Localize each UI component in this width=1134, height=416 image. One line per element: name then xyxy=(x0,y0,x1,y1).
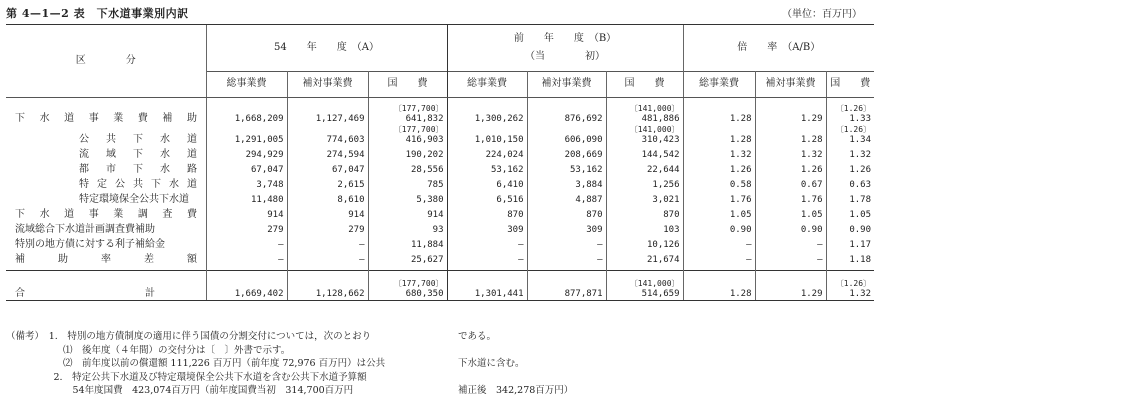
bracket-value: 〔177,700〕 xyxy=(393,279,444,288)
cell-value: 0.90 xyxy=(849,225,872,235)
cell-value: 3,748 xyxy=(256,180,284,190)
cell-r-total xyxy=(683,125,755,146)
data-table xyxy=(6,24,874,301)
cell-value: 4,887 xyxy=(575,195,603,205)
bracket-value: 〔1.26〕 xyxy=(835,125,872,134)
cell-value: 1.29 xyxy=(800,289,823,299)
cell-a-total xyxy=(206,271,287,301)
row-label xyxy=(6,191,206,206)
bracket-value: 〔141,000〕 xyxy=(629,125,680,134)
cell-r-koku xyxy=(826,176,874,191)
cell-value: — xyxy=(518,255,524,265)
cell-value: — xyxy=(278,240,284,250)
cell-b-total xyxy=(447,221,527,236)
cell-value: — xyxy=(746,240,752,250)
cell-b-hojo xyxy=(527,251,606,266)
cell-value: 294,929 xyxy=(245,150,284,160)
cell-value: 914 xyxy=(427,210,444,220)
row-label xyxy=(6,125,206,146)
cell-value: 785 xyxy=(427,180,444,190)
cell-r-koku xyxy=(826,221,874,236)
cell-r-total xyxy=(683,236,755,251)
cell-value: 6,516 xyxy=(496,195,524,205)
cell-value: 28,556 xyxy=(411,165,444,175)
note-left: 2. 特定公共下水道及び特定環境保全公共下水道を含む公共下水道予算額 xyxy=(6,371,367,383)
cell-value: 274,594 xyxy=(326,150,365,160)
note-left: （備考） 1. 特別の地方債制度の適用に伴う国債の分割交付については，次のとおり xyxy=(6,331,372,342)
cell-r-hojo xyxy=(755,98,826,126)
cell-value: 6,410 xyxy=(496,180,524,190)
cell-value: 870 xyxy=(586,210,603,220)
cell-value: 22,644 xyxy=(647,165,680,175)
cell-value: 144,542 xyxy=(641,150,680,160)
cell-b-hojo xyxy=(527,125,606,146)
cell-value: 1,301,441 xyxy=(474,289,524,299)
table-row xyxy=(6,206,874,221)
row-label xyxy=(6,206,206,221)
cell-value: 1.26 xyxy=(849,165,872,175)
cell-value: 5,380 xyxy=(416,195,444,205)
cell-value: 190,202 xyxy=(405,150,444,160)
col-c-total: 総事業費 xyxy=(683,71,755,98)
cell-b-total xyxy=(447,206,527,221)
cell-value: — xyxy=(597,255,603,265)
cell-value: — xyxy=(359,240,365,250)
note-left: ⑵ 前年度以前の償還額 111,226 百万円（前年度 72,976 百万円）は公共 xyxy=(6,358,386,369)
cell-value: 11,480 xyxy=(250,195,284,205)
cell-a-hojo xyxy=(287,146,368,161)
cell-value: 1.05 xyxy=(800,210,823,220)
cell-a-total xyxy=(206,176,287,191)
cell-value: 1.76 xyxy=(729,195,752,205)
row-label xyxy=(6,146,206,161)
cell-r-total xyxy=(683,206,755,221)
group-b-line2: （当 初） xyxy=(525,50,606,62)
cell-value: 309 xyxy=(507,225,524,235)
cell-value: 1,127,469 xyxy=(315,114,365,124)
cell-r-hojo xyxy=(755,161,826,176)
note-line xyxy=(6,330,1126,344)
table-row xyxy=(6,176,874,191)
cell-value: 1.28 xyxy=(729,135,752,145)
cell-r-koku xyxy=(826,98,874,126)
row-label-text: 特別の地方債に対する利子補給金 xyxy=(15,239,165,250)
cell-r-total xyxy=(683,251,755,266)
cell-r-hojo xyxy=(755,146,826,161)
table-row xyxy=(6,125,874,146)
cell-value: 1,010,150 xyxy=(474,135,524,145)
kubun-header: 区 分 xyxy=(6,25,206,98)
cell-a-koku xyxy=(368,271,447,301)
note-right: である。 xyxy=(458,331,497,342)
cell-value: 1.76 xyxy=(800,195,823,205)
cell-b-total xyxy=(447,176,527,191)
cell-b-koku xyxy=(606,125,683,146)
cell-value: 870 xyxy=(507,210,524,220)
cell-value: 416,903 xyxy=(405,135,444,145)
cell-b-hojo xyxy=(527,98,606,126)
cell-r-hojo xyxy=(755,221,826,236)
cell-value: 1.78 xyxy=(849,195,872,205)
cell-value: 774,603 xyxy=(326,135,365,145)
cell-value: 1.32 xyxy=(800,150,823,160)
cell-value: 1.26 xyxy=(729,165,752,175)
cell-value: 1.28 xyxy=(729,289,752,299)
cell-value: 1.28 xyxy=(800,135,823,145)
cell-b-koku xyxy=(606,221,683,236)
cell-value: — xyxy=(359,255,365,265)
cell-a-hojo xyxy=(287,206,368,221)
col-a-kokuhi: 国 費 xyxy=(368,71,447,98)
cell-value: 8,610 xyxy=(337,195,365,205)
cell-value: 914 xyxy=(348,210,365,220)
note-left: ⑴ 後年度（４年間）の交付分は〔 〕外書で示す。 xyxy=(6,344,291,356)
row-label-text: 流域下水道 xyxy=(79,149,197,160)
cell-value: 1.05 xyxy=(849,210,872,220)
cell-value: 870 xyxy=(663,210,680,220)
cell-a-koku xyxy=(368,221,447,236)
col-a-total: 総事業費 xyxy=(206,71,287,98)
table-row xyxy=(6,161,874,176)
note-line xyxy=(6,357,1126,371)
cell-value: 514,659 xyxy=(641,289,680,299)
cell-a-total xyxy=(206,221,287,236)
row-label xyxy=(6,221,206,236)
cell-a-total xyxy=(206,191,287,206)
cell-a-hojo xyxy=(287,236,368,251)
cell-r-total xyxy=(683,191,755,206)
cell-b-koku xyxy=(606,206,683,221)
cell-value: 1,668,209 xyxy=(234,114,284,124)
cell-b-hojo xyxy=(527,161,606,176)
total-row xyxy=(6,271,874,301)
row-label-text: 特定環境保全公共下水道 xyxy=(79,194,189,205)
cell-r-koku xyxy=(826,146,874,161)
cell-b-koku xyxy=(606,161,683,176)
note-right: 補正後 342,278百万円） xyxy=(458,385,574,396)
cell-value: — xyxy=(817,240,823,250)
cell-value: 1.32 xyxy=(849,150,872,160)
cell-value: 53,162 xyxy=(491,165,524,175)
cell-value: 3,021 xyxy=(652,195,680,205)
cell-value: 93 xyxy=(432,225,444,235)
bracket-value: 〔1.26〕 xyxy=(835,279,872,288)
cell-value: 3,884 xyxy=(575,180,603,190)
cell-value: 1.32 xyxy=(849,289,872,299)
row-label xyxy=(6,176,206,191)
cell-value: 310,423 xyxy=(641,135,680,145)
cell-b-total xyxy=(447,146,527,161)
cell-value: 224,024 xyxy=(485,150,524,160)
cell-r-hojo xyxy=(755,206,826,221)
cell-b-koku xyxy=(606,271,683,301)
cell-value: 641,832 xyxy=(405,114,444,124)
cell-value: 1.05 xyxy=(729,210,752,220)
cell-a-koku xyxy=(368,161,447,176)
cell-b-total xyxy=(447,251,527,266)
cell-value: 1,291,005 xyxy=(234,135,284,145)
cell-value: 1,669,402 xyxy=(234,289,284,299)
cell-a-koku xyxy=(368,98,447,126)
note-right: 下水道に含む。 xyxy=(458,358,525,369)
unit-label: （単位：百万円） xyxy=(782,9,862,20)
cell-value: 1.18 xyxy=(849,255,872,265)
table-row xyxy=(6,191,874,206)
cell-r-koku xyxy=(826,161,874,176)
table-row xyxy=(6,221,874,236)
cell-value: 876,692 xyxy=(564,114,603,124)
cell-value: — xyxy=(518,240,524,250)
cell-value: 680,350 xyxy=(405,289,444,299)
row-label-text: 補助率差額 xyxy=(15,254,197,265)
cell-b-koku xyxy=(606,176,683,191)
row-label-text: 下水道事業費補助 xyxy=(15,113,197,124)
group-a-header: 54 年 度 （A） xyxy=(206,25,447,72)
cell-b-total xyxy=(447,98,527,126)
cell-a-koku xyxy=(368,251,447,266)
cell-value: 0.90 xyxy=(729,225,752,235)
cell-b-koku xyxy=(606,146,683,161)
cell-value: 208,669 xyxy=(564,150,603,160)
cell-r-total xyxy=(683,176,755,191)
row-label-text: 公共下水道 xyxy=(79,134,197,145)
cell-r-total xyxy=(683,98,755,126)
cell-value: 25,627 xyxy=(411,255,444,265)
row-label-text: 都市下水路 xyxy=(79,164,197,175)
cell-value: — xyxy=(278,255,284,265)
cell-a-hojo xyxy=(287,191,368,206)
cell-b-koku xyxy=(606,98,683,126)
bracket-value: 〔177,700〕 xyxy=(393,125,444,134)
cell-r-koku xyxy=(826,251,874,266)
col-c-hojo: 補対事業費 xyxy=(755,71,826,98)
cell-b-hojo xyxy=(527,236,606,251)
cell-r-koku xyxy=(826,271,874,301)
cell-value: 1,256 xyxy=(652,180,680,190)
cell-b-koku xyxy=(606,251,683,266)
cell-b-total xyxy=(447,191,527,206)
cell-value: 67,047 xyxy=(250,165,284,175)
note-line xyxy=(6,371,1126,385)
cell-value: 10,126 xyxy=(647,240,680,250)
row-label-text: 下水道事業調査費 xyxy=(15,209,197,220)
group-c-header: 倍 率 （A/B） xyxy=(683,25,874,72)
cell-a-hojo xyxy=(287,161,368,176)
cell-r-hojo xyxy=(755,176,826,191)
cell-r-total xyxy=(683,271,755,301)
cell-b-koku xyxy=(606,191,683,206)
cell-value: 279 xyxy=(267,225,284,235)
cell-a-total xyxy=(206,161,287,176)
row-label xyxy=(6,98,206,126)
cell-b-hojo xyxy=(527,206,606,221)
col-b-kokuhi: 国 費 xyxy=(606,71,683,98)
table-row xyxy=(6,236,874,251)
cell-a-hojo xyxy=(287,98,368,126)
row-label-text: 流域総合下水道計画調査費補助 xyxy=(15,224,155,235)
row-label-text: 特定公共下水道 xyxy=(79,179,197,190)
cell-a-hojo xyxy=(287,251,368,266)
col-a-hojo: 補対事業費 xyxy=(287,71,368,98)
col-b-total: 総事業費 xyxy=(447,71,527,98)
table-row xyxy=(6,146,874,161)
note-line xyxy=(6,344,1126,358)
cell-b-total xyxy=(447,161,527,176)
note-left: 54年度国費 423,074百万円（前年度国費当初 314,700百万円 xyxy=(6,385,354,396)
table-row xyxy=(6,98,874,126)
cell-b-total xyxy=(447,271,527,301)
cell-a-total xyxy=(206,236,287,251)
cell-b-total xyxy=(447,236,527,251)
cell-r-total xyxy=(683,221,755,236)
row-label xyxy=(6,251,206,266)
cell-value: — xyxy=(817,255,823,265)
row-label xyxy=(6,271,206,301)
cell-a-koku xyxy=(368,191,447,206)
cell-a-total xyxy=(206,206,287,221)
cell-value: — xyxy=(597,240,603,250)
cell-r-koku xyxy=(826,206,874,221)
cell-b-hojo xyxy=(527,271,606,301)
cell-b-hojo xyxy=(527,176,606,191)
cell-value: 1.17 xyxy=(849,240,872,250)
cell-r-hojo xyxy=(755,125,826,146)
cell-value: 103 xyxy=(663,225,680,235)
cell-a-koku xyxy=(368,125,447,146)
row-label-text: 合 計 xyxy=(15,288,155,299)
notes xyxy=(6,330,1126,398)
cell-value: 309 xyxy=(586,225,603,235)
bracket-value: 〔141,000〕 xyxy=(629,279,680,288)
cell-a-total xyxy=(206,146,287,161)
cell-a-hojo xyxy=(287,271,368,301)
table-row xyxy=(6,251,874,266)
cell-r-koku xyxy=(826,191,874,206)
cell-value: 914 xyxy=(267,210,284,220)
cell-a-total xyxy=(206,125,287,146)
cell-value: 1.26 xyxy=(800,165,823,175)
cell-a-koku xyxy=(368,206,447,221)
cell-a-total xyxy=(206,251,287,266)
note-line xyxy=(6,384,1126,398)
cell-value: 1,128,662 xyxy=(315,289,365,299)
cell-value: 1,300,262 xyxy=(474,114,524,124)
cell-a-hojo xyxy=(287,176,368,191)
bracket-value: 〔141,000〕 xyxy=(629,104,680,113)
row-label xyxy=(6,236,206,251)
cell-value: 1.28 xyxy=(729,114,752,124)
cell-a-hojo xyxy=(287,221,368,236)
cell-r-total xyxy=(683,161,755,176)
cell-value: 0.67 xyxy=(800,180,823,190)
cell-r-hojo xyxy=(755,251,826,266)
cell-b-hojo xyxy=(527,221,606,236)
cell-a-hojo xyxy=(287,125,368,146)
cell-a-koku xyxy=(368,146,447,161)
cell-value: 0.90 xyxy=(800,225,823,235)
cell-b-hojo xyxy=(527,191,606,206)
cell-r-koku xyxy=(826,125,874,146)
cell-r-hojo xyxy=(755,191,826,206)
group-b-line1: 前 年 度 （B） xyxy=(513,32,617,44)
cell-value: 0.58 xyxy=(729,180,752,190)
cell-value: 877,871 xyxy=(564,289,603,299)
cell-value: 1.32 xyxy=(729,150,752,160)
cell-r-hojo xyxy=(755,236,826,251)
cell-b-koku xyxy=(606,236,683,251)
cell-value: 0.63 xyxy=(849,180,872,190)
cell-a-total xyxy=(206,98,287,126)
cell-value: 1.29 xyxy=(800,114,823,124)
cell-a-koku xyxy=(368,236,447,251)
col-b-hojo: 補対事業費 xyxy=(527,71,606,98)
cell-value: 279 xyxy=(348,225,365,235)
cell-value: 67,047 xyxy=(331,165,365,175)
cell-r-hojo xyxy=(755,271,826,301)
row-label xyxy=(6,161,206,176)
bracket-value: 〔1.26〕 xyxy=(835,104,872,113)
cell-value: 21,674 xyxy=(647,255,680,265)
cell-value: 2,615 xyxy=(337,180,365,190)
cell-b-total xyxy=(447,125,527,146)
cell-b-hojo xyxy=(527,146,606,161)
table-title: 第 4—1—2 表 下水道事業別内訳 xyxy=(6,7,189,20)
cell-a-koku xyxy=(368,176,447,191)
cell-value: 53,162 xyxy=(570,165,603,175)
cell-value: 481,886 xyxy=(641,114,680,124)
cell-value: 11,884 xyxy=(411,240,444,250)
group-b-header xyxy=(447,25,683,72)
cell-value: 1.34 xyxy=(849,135,872,145)
cell-value: 1.33 xyxy=(849,114,872,124)
bracket-value: 〔177,700〕 xyxy=(393,104,444,113)
cell-value: — xyxy=(746,255,752,265)
cell-value: 606,090 xyxy=(564,135,603,145)
col-c-kokuhi: 国 費 xyxy=(826,71,874,98)
cell-r-total xyxy=(683,146,755,161)
cell-r-koku xyxy=(826,236,874,251)
